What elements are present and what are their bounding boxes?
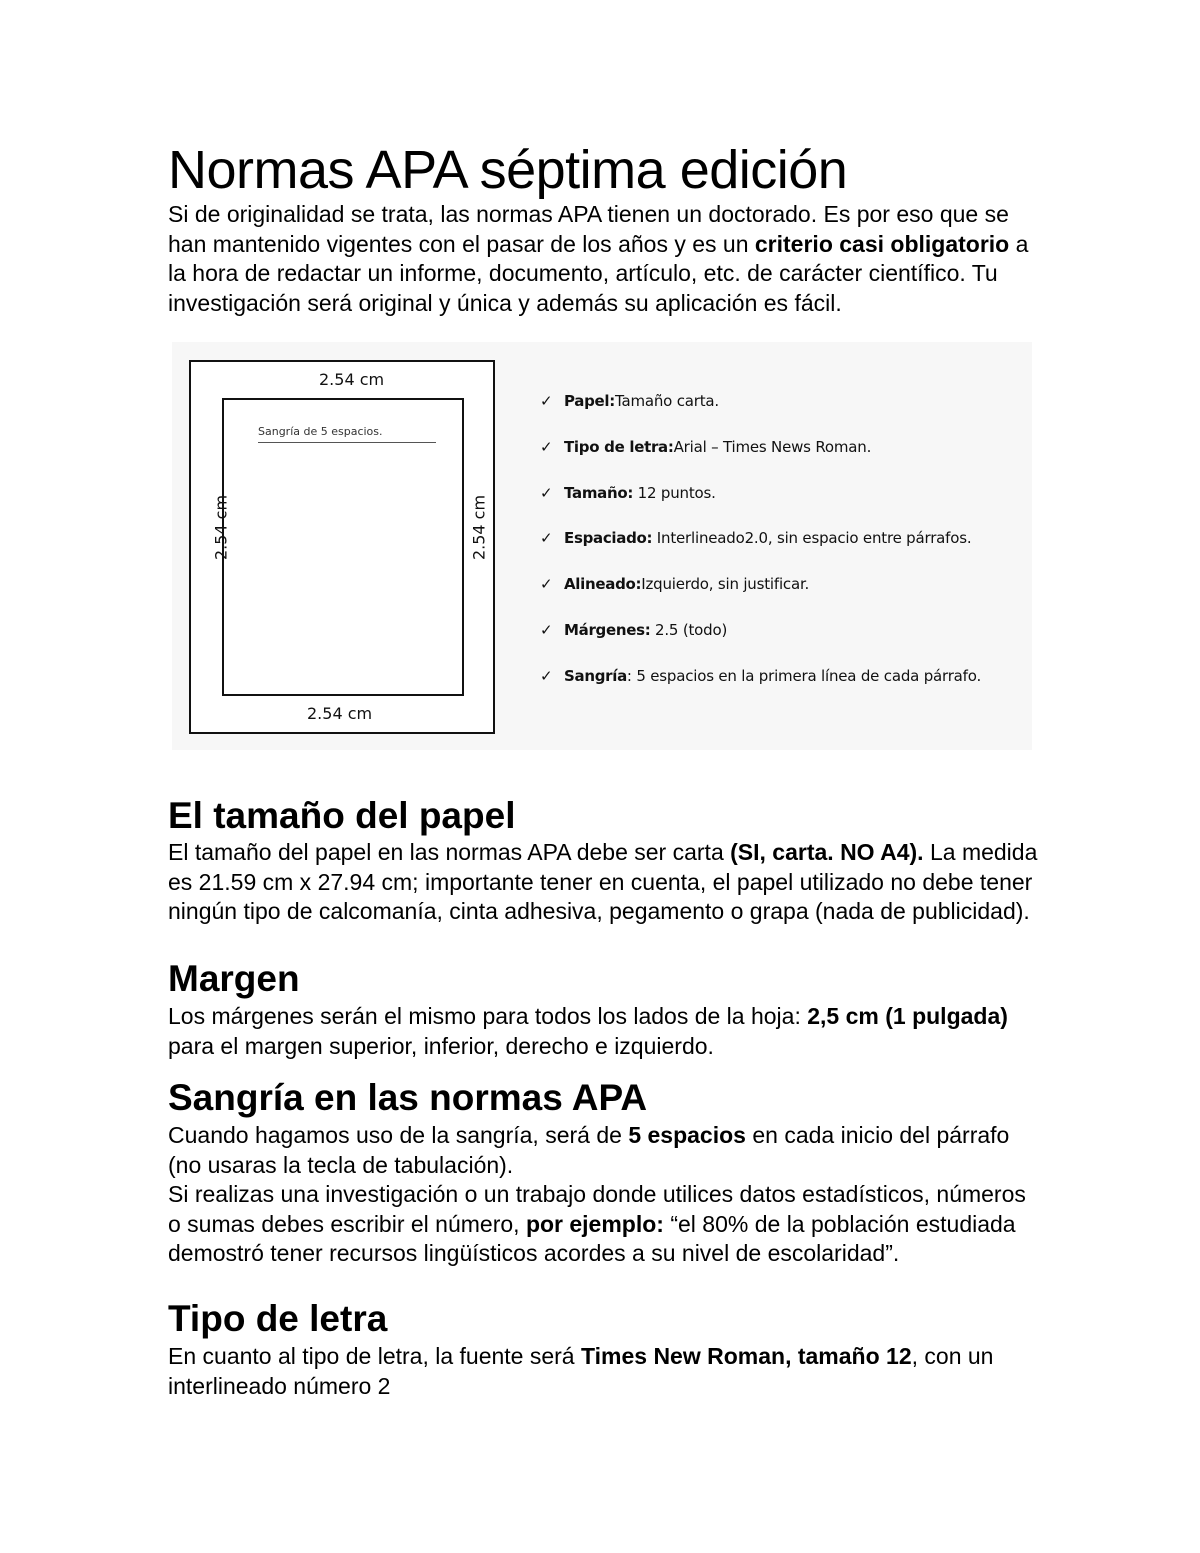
paper-size-paragraph (168, 838, 1038, 927)
indent-diagram-line (258, 442, 436, 443)
indent-text-1: Cuando hagamos uso de la sangría, será de (168, 1122, 629, 1148)
intro-text-2: a la hora de redactar un informe, documento, artículo, etc. de carácter científico. Tu investigación será original y única y además su aplicación es fácil. (168, 230, 1029, 316)
check-mark-icon: ✓ (540, 437, 553, 456)
check-mark-icon: ✓ (540, 575, 553, 594)
heading-font-type: Tipo de letra (168, 1298, 388, 1339)
checklist-item-label: Espaciado: (564, 529, 653, 548)
indent-text-3: Si realizas una investigación o un trabajo donde utilices datos estadísticos, números o sumas debes escribir el número, (168, 1181, 1026, 1237)
page-diagram-inner (222, 398, 464, 696)
checklist-item-value: 2.5 (todo) (650, 620, 728, 639)
indent-bold-1: 5 espacios (628, 1122, 746, 1148)
checklist-item (538, 621, 1028, 667)
checklist-item-value: Interlineado2.0, sin espacio entre párrafos. (652, 529, 972, 548)
heading-margin: Margen (168, 958, 300, 999)
indent-bold-2: por ejemplo: (525, 1210, 664, 1237)
checklist-item-label: Sangría (564, 666, 627, 685)
font-type-paragraph (168, 1342, 1038, 1401)
indent-text-2: en cada inicio del párrafo (no usaras la tecla de tabulación). (168, 1122, 1010, 1178)
margin-paragraph (168, 1002, 1038, 1061)
dimension-bottom-label: 2.54 cm (307, 704, 373, 723)
indent-paragraph-2 (168, 1180, 1038, 1269)
paper-text-1: El tamaño del papel en las normas APA debe ser carta (168, 839, 731, 865)
apa-format-figure (172, 342, 1032, 750)
paper-bold-1: (SI, carta. NO A4). (730, 839, 924, 865)
checklist-item-value: Tamaño carta. (614, 392, 719, 410)
indent-paragraph-1 (168, 1121, 1038, 1180)
checklist-item (538, 529, 1028, 575)
checklist-item-label: Márgenes: (564, 620, 651, 639)
check-mark-icon: ✓ (540, 483, 553, 502)
check-mark-icon: ✓ (540, 620, 553, 639)
margin-text-2: para el margen superior, inferior, derecho e izquierdo. (168, 1032, 714, 1059)
indent-text-4: “el 80% de la población estudiada demostró tener recursos lingüísticos acordes a su nivel de escolaridad”. (168, 1210, 1016, 1266)
check-mark-icon: ✓ (540, 529, 553, 548)
checklist-item-value: 12 puntos. (633, 483, 716, 502)
intro-text-1: Si de originalidad se trata, las normas APA tienen un doctorado. Es por eso que se han mantenido vigentes con el pasar de los años y es un (168, 201, 1009, 257)
font-text-2: , con un interlineado número 2 (168, 1343, 994, 1399)
checklist-item (538, 667, 1028, 713)
format-checklist (538, 392, 1028, 713)
checklist-item (538, 392, 1028, 438)
margin-bold-1: 2,5 cm (1 pulgada) (807, 1003, 1008, 1029)
dimension-right-label: 2.54 cm (469, 494, 489, 561)
checklist-item-label: Tipo de letra: (564, 437, 674, 456)
check-mark-icon: ✓ (540, 392, 553, 410)
intro-paragraph (168, 200, 1038, 318)
checklist-item (538, 438, 1028, 484)
checklist-item-label: Alineado: (564, 575, 642, 594)
page-diagram-outer (189, 360, 495, 734)
checklist-item-label: Papel: (564, 392, 615, 410)
page-title: Normas APA séptima edición (168, 140, 848, 200)
paper-text-2: La medida es 21.59 cm x 27.94 cm; importante tener en cuenta, el papel utilizado no debe tener ningún tipo de calcomanía, cinta adhesiva, pegamento o grapa (nada de publicidad). (168, 839, 1038, 924)
margin-text-1: Los márgenes serán el mismo para todos los lados de la hoja: (168, 1003, 808, 1029)
checklist-item-value: Arial – Times News Roman. (673, 437, 872, 456)
checklist-item (538, 575, 1028, 621)
check-mark-icon: ✓ (540, 666, 553, 685)
dimension-left-label: 2.54 cm (211, 494, 231, 561)
heading-indent: Sangría en las normas APA (168, 1077, 648, 1118)
font-bold-1: Times New Roman, tamaño 12 (581, 1343, 912, 1369)
dimension-top-label: 2.54 cm (319, 370, 385, 389)
font-text-1: En cuanto al tipo de letra, la fuente será (168, 1343, 581, 1369)
checklist-item-value: Izquierdo, sin justificar. (641, 575, 810, 594)
checklist-item (538, 484, 1028, 530)
checklist-item-value: : 5 espacios en la primera línea de cada párrafo. (626, 666, 982, 685)
intro-bold-1: criterio casi obligatorio (754, 230, 1010, 257)
indent-diagram-label: Sangría de 5 espacios. (258, 425, 383, 438)
checklist-item-label: Tamaño: (564, 483, 634, 502)
heading-paper-size: El tamaño del papel (168, 795, 516, 836)
